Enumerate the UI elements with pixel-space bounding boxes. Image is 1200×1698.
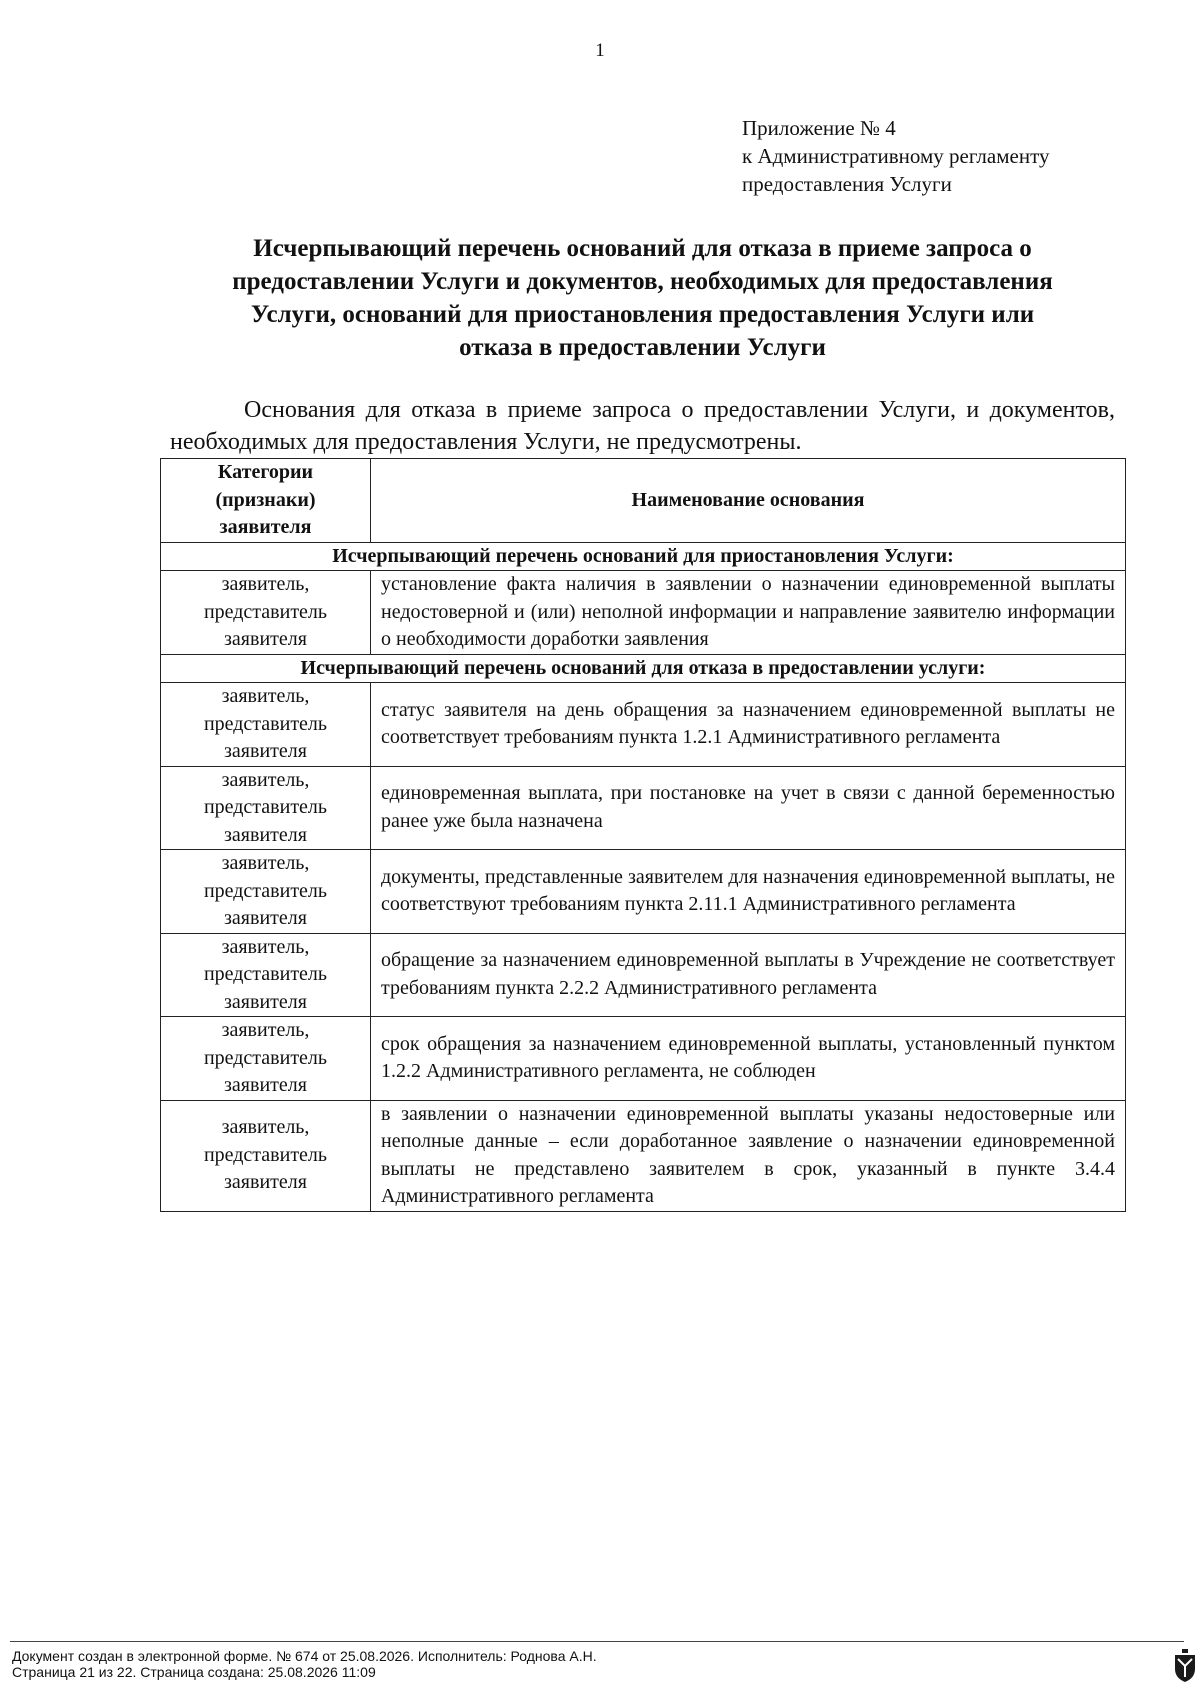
category-line: представитель	[203, 879, 328, 902]
category-line: представитель	[203, 1143, 328, 1166]
header-ground-name: Наименование основания	[371, 459, 1126, 543]
title-line-4: отказа в предоставлении Услуги	[459, 334, 826, 361]
category-line: представитель	[203, 1046, 328, 1069]
applicant-category	[161, 1100, 371, 1211]
ground-text: установление факта наличия в заявлении о назначении единовременной выплаты недостоверной и (или) неполной информации и направление заявителю информации о необходимости доработки заявления	[371, 571, 1126, 655]
table-row	[161, 1100, 1126, 1211]
footer-line-1: Документ создан в электронной форме. № 674 от 25.08.2026. Исполнитель: Роднова А.Н.	[12, 1648, 597, 1664]
category-line: заявителя	[224, 990, 307, 1013]
applicant-category	[161, 683, 371, 767]
category-line: заявителя	[224, 1074, 307, 1096]
header-category-line-3: заявителя	[219, 516, 312, 538]
header-category	[161, 459, 371, 543]
title-line-2: предоставлении Услуги и документов, необходимых для предоставления	[232, 268, 1053, 295]
header-category-line-2: (признаки)	[215, 488, 316, 511]
category-line: заявителя	[224, 907, 307, 929]
footer-divider	[10, 1641, 1184, 1642]
table-row	[161, 683, 1126, 767]
table-header-row	[161, 459, 1126, 543]
section-row	[161, 654, 1126, 683]
table-row	[161, 850, 1126, 934]
page-number: 1	[595, 40, 605, 61]
table-row	[161, 1017, 1126, 1101]
header-category-line-1: Категории	[217, 461, 314, 483]
coat-of-arms-icon	[1174, 1649, 1196, 1683]
category-line: представитель	[203, 796, 328, 818]
category-line: представитель	[203, 712, 328, 735]
category-line: заявителя	[224, 823, 307, 846]
category-line: представитель	[203, 600, 328, 623]
category-line: заявитель,	[221, 935, 310, 958]
category-line: заявитель,	[221, 1116, 310, 1139]
document-title	[160, 232, 1125, 364]
section-row	[161, 542, 1126, 571]
category-line: заявителя	[224, 1171, 307, 1194]
category-line: заявитель,	[221, 685, 310, 707]
ground-text: документы, представленные заявителем для назначения единовременной выплаты, не соответствуют требованиям пункта 2.11.1 Административного регламента	[371, 850, 1126, 934]
applicant-category	[161, 1017, 371, 1101]
ground-text: статус заявителя на день обращения за назначением единовременной выплаты не соответствует требованиям пункта 1.2.1 Административного регламента	[371, 683, 1126, 767]
applicant-category	[161, 850, 371, 934]
section-title-refusal: Исчерпывающий перечень оснований для отказа в предоставлении услуги:	[161, 654, 1126, 683]
footer-line-2: Страница 21 из 22. Страница создана: 25.08.2026 11:09	[12, 1664, 376, 1680]
ground-text: обращение за назначением единовременной выплаты в Учреждение не соответствует требованиям пункта 2.2.2 Административного регламента	[371, 933, 1126, 1017]
category-line: заявителя	[224, 628, 307, 650]
ground-text: в заявлении о назначении единовременной выплаты указаны недостоверные или неполные данные – если доработанное заявление о назначении единовременной выплаты не представлено заявителем в срок, указанный в пункте 3.4.4 Административного регламента	[371, 1100, 1126, 1211]
table-row	[161, 933, 1126, 1017]
title-line-1: Исчерпывающий перечень оснований для отказа в приеме запроса о	[253, 235, 1032, 262]
appendix-line-1: Приложение № 4	[742, 116, 896, 140]
section-title-suspension: Исчерпывающий перечень оснований для приостановления Услуги:	[161, 542, 1126, 571]
appendix-note	[742, 114, 1049, 198]
applicant-category	[161, 933, 371, 1017]
category-line: заявитель,	[221, 573, 310, 595]
footer	[12, 1648, 597, 1680]
category-line: представитель	[203, 963, 328, 985]
category-line: заявитель,	[221, 768, 310, 791]
title-line-3: Услуги, оснований для приостановления предоставления Услуги или	[250, 301, 1035, 328]
category-line: заявитель,	[221, 1019, 310, 1041]
table-row	[161, 571, 1126, 655]
grounds-table	[160, 458, 1126, 1212]
table-row	[161, 766, 1126, 850]
applicant-category	[161, 571, 371, 655]
intro-paragraph: Основания для отказа в приеме запроса о предоставлении Услуги, и документов, необходимых для предоставления Услуги, не предусмотрены.	[170, 397, 1115, 455]
ground-text: единовременная выплата, при постановке на учет в связи с данной беременностью ранее уже была назначена	[371, 766, 1126, 850]
category-line: заявитель,	[221, 852, 310, 874]
appendix-line-2: к Административному регламенту	[742, 144, 1050, 168]
ground-text: срок обращения за назначением единовременной выплаты, установленный пунктом 1.2.2 Административного регламента, не соблюден	[371, 1017, 1126, 1101]
appendix-line-3: предоставления Услуги	[742, 172, 952, 196]
applicant-category	[161, 766, 371, 850]
category-line: заявителя	[224, 740, 307, 762]
